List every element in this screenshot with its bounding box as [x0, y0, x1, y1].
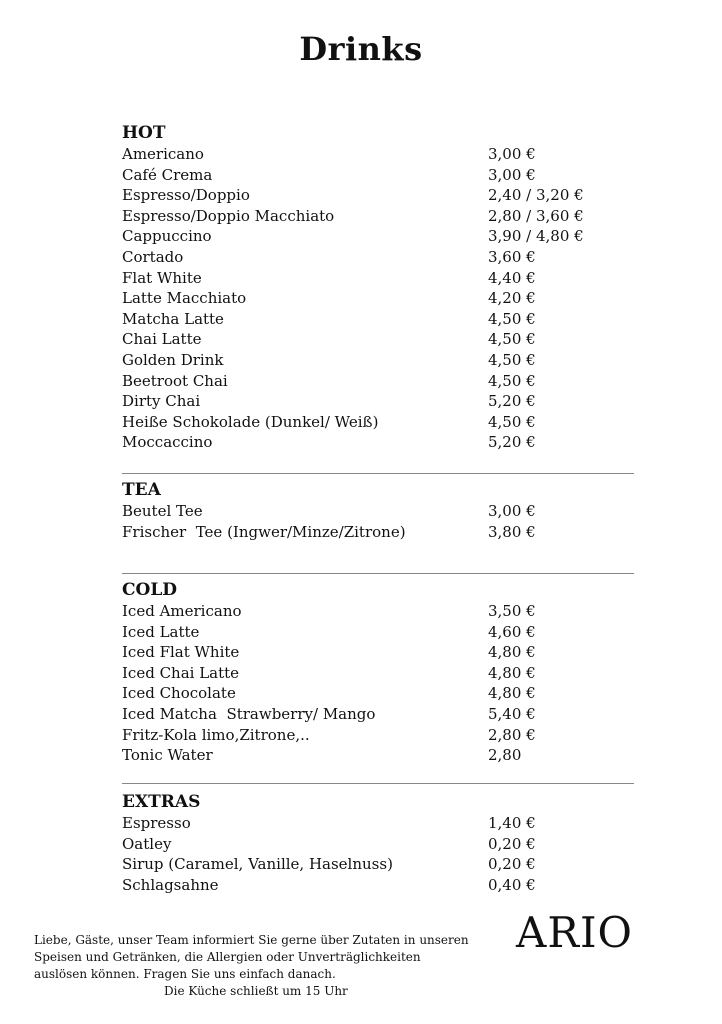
menu-item [122, 350, 634, 371]
menu-item-price: 1,40 € [488, 814, 536, 832]
menu-item-price: 4,20 € [488, 289, 536, 308]
menu-item [122, 268, 634, 289]
menu-item-name: Golden Drink [122, 350, 224, 369]
menu-item [122, 704, 634, 725]
menu-item [122, 144, 634, 165]
menu-item [122, 663, 634, 684]
kitchen-closing-note: Die Küche schließt um 15 Uhr [164, 984, 348, 998]
menu-item-price: 2,80 [488, 746, 522, 765]
menu-item-name: Flat White [122, 268, 202, 287]
menu-item-name: Cortado [122, 247, 184, 266]
menu-item-name: Beutel Tee [122, 502, 203, 520]
menu-item [122, 834, 634, 855]
menu-item-price: 3,00 € [488, 502, 536, 520]
notice-line: Liebe, Gäste, unser Team informiert Sie gerne über Zutaten in unseren [34, 933, 469, 947]
menu-item [122, 309, 634, 330]
section-heading-extras: EXTRAS [122, 792, 201, 812]
menu-item [122, 371, 634, 392]
menu-item [122, 745, 634, 766]
menu-item [122, 601, 634, 622]
menu-item-price: 3,80 € [488, 522, 536, 541]
menu-item-price: 2,40 / 3,20 € [488, 186, 584, 205]
menu-item [122, 854, 634, 875]
menu-item-price: 0,20 € [488, 834, 536, 853]
menu-item [122, 622, 634, 643]
menu-item-price: 5,20 € [488, 392, 536, 411]
menu-item [122, 391, 634, 412]
menu-item-price: 4,50 € [488, 309, 536, 328]
menu-item-price: 4,50 € [488, 350, 536, 369]
menu-item [122, 329, 634, 350]
menu-item-price: 3,00 € [488, 165, 536, 184]
notice-line: Speisen und Getränken, die Allergien oder Unverträglichkeiten [34, 950, 421, 964]
menu-item-price: 4,80 € [488, 663, 536, 682]
menu-item-price: 4,60 € [488, 622, 536, 641]
menu-item-price: 3,90 / 4,80 € [488, 227, 584, 246]
menu-item [122, 683, 634, 704]
menu-item [122, 522, 634, 543]
menu-item-name: Café Crema [122, 165, 213, 184]
menu-item-name: Schlagsahne [122, 875, 219, 894]
menu-item [122, 875, 634, 896]
notice-line: auslösen können. Fragen Sie uns einfach danach. [34, 967, 336, 981]
section-extras [122, 791, 634, 895]
menu-item-name: Espresso [122, 814, 191, 832]
section-heading-cold: COLD [122, 580, 178, 600]
section-tea [122, 479, 634, 542]
menu-item-name: Frischer Tee (Ingwer/Minze/Zitrone) [122, 522, 406, 541]
menu-item-name: Iced Matcha Strawberry/ Mango [122, 704, 376, 723]
menu-item-price: 3,50 € [488, 602, 536, 620]
menu-list-hot [122, 144, 634, 453]
menu-item [122, 288, 634, 309]
menu-item-price: 3,00 € [488, 145, 536, 163]
menu-item-price: 3,60 € [488, 247, 536, 266]
menu-item-price: 4,80 € [488, 643, 536, 662]
menu-item-price: 0,40 € [488, 875, 536, 894]
menu-item-name: Matcha Latte [122, 309, 224, 328]
menu-item-price: 5,20 € [488, 433, 536, 452]
section-heading-hot: HOT [122, 123, 166, 143]
menu-item-price: 4,80 € [488, 684, 536, 703]
menu-item [122, 247, 634, 268]
menu-item-name: Oatley [122, 834, 172, 853]
menu-item-name: Espresso/Doppio Macchiato [122, 206, 335, 225]
menu-item-price: 2,80 € [488, 725, 536, 744]
menu-item-name: Americano [122, 145, 204, 163]
menu-item [122, 185, 634, 206]
menu-item-name: Chai Latte [122, 330, 202, 349]
section-divider [122, 473, 634, 474]
menu-list-cold [122, 601, 634, 766]
menu-item-price: 4,50 € [488, 330, 536, 349]
menu-item-name: Dirty Chai [122, 392, 201, 411]
menu-item-name: Espresso/Doppio [122, 186, 250, 205]
menu-item [122, 165, 634, 186]
menu-item-name: Iced Chocolate [122, 684, 236, 703]
menu-item-name: Latte Macchiato [122, 289, 247, 308]
page-title: Drinks [299, 30, 423, 68]
menu-item-price: 2,80 / 3,60 € [488, 206, 584, 225]
ario-logo: ARIO [516, 908, 633, 957]
menu-item-price: 5,40 € [488, 704, 536, 723]
section-divider [122, 573, 634, 574]
menu-item-name: Iced Latte [122, 622, 200, 641]
menu-item-price: 4,50 € [488, 412, 536, 431]
menu-item-name: Moccaccino [122, 433, 213, 452]
section-heading-tea: TEA [122, 480, 161, 500]
menu-item-price: 0,20 € [488, 855, 536, 874]
menu-item-name: Iced Chai Latte [122, 663, 240, 682]
menu-item [122, 226, 634, 247]
menu-item-name: Fritz-Kola limo,Zitrone,.. [122, 725, 310, 744]
menu-list-tea [122, 501, 634, 542]
menu-item-name: Iced Americano [122, 602, 242, 620]
menu-item [122, 412, 634, 433]
menu-item-name: Tonic Water [122, 746, 213, 765]
menu-item-name: Cappuccino [122, 227, 212, 246]
menu-item-price: 4,50 € [488, 371, 536, 390]
menu-list-extras [122, 813, 634, 895]
menu-item [122, 432, 634, 453]
menu-item-name: Sirup (Caramel, Vanille, Haselnuss) [122, 855, 393, 874]
menu-item [122, 642, 634, 663]
menu-item [122, 501, 634, 522]
menu-item [122, 725, 634, 746]
menu-item-name: Iced Flat White [122, 643, 240, 662]
menu-item-name: Beetroot Chai [122, 371, 228, 390]
allergen-notice [34, 932, 504, 1000]
section-cold [122, 579, 634, 766]
section-hot [122, 122, 634, 453]
section-divider [122, 783, 634, 784]
menu-item-name: Heiße Schokolade (Dunkel/ Weiß) [122, 412, 379, 431]
menu-item-price: 4,40 € [488, 268, 536, 287]
menu-item [122, 206, 634, 227]
menu-item [122, 813, 634, 834]
